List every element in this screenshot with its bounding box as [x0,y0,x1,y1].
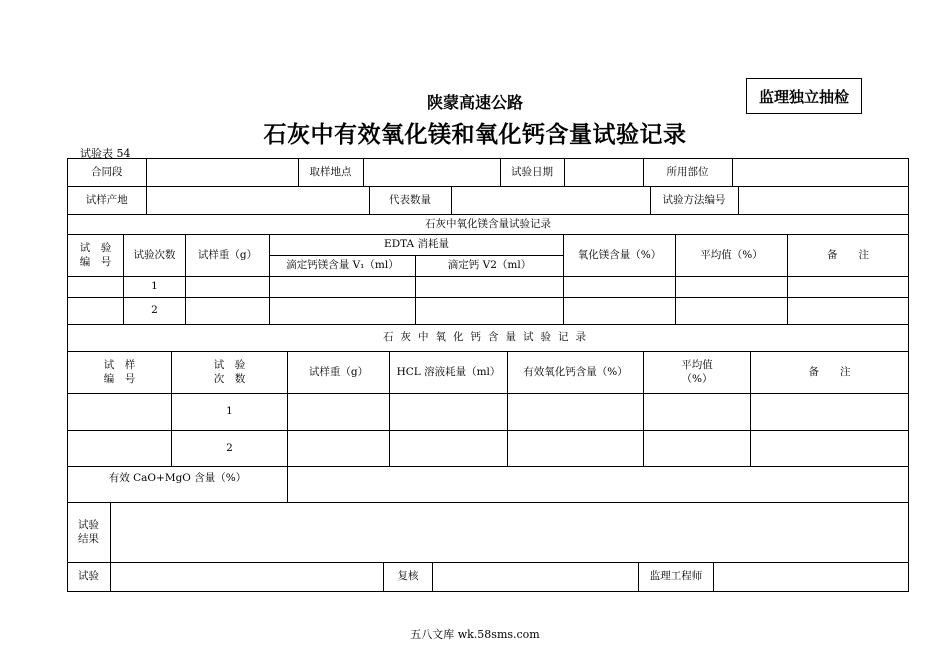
cao-header-weight: 试样重（g） [288,352,390,394]
reviewer-label: 复核 [384,563,433,592]
total-content-label: 有效 CaO+MgO 含量（%） [68,467,288,503]
test-date-value[interactable] [564,159,643,186]
department-label: 所用部位 [643,159,732,186]
cao-weight-cell[interactable] [288,394,390,431]
mgo-v1-cell[interactable] [270,277,416,298]
mgo-row [68,277,909,298]
sampling-site-label: 取样地点 [298,159,363,186]
mgo-note-cell[interactable] [788,298,909,325]
result-label-line2: 结果 [78,532,99,545]
info-row-2 [68,187,909,214]
cao-row [68,394,909,431]
mgo-average-cell[interactable] [676,277,788,298]
method-no-label: 试验方法编号 [650,187,738,214]
test-date-label: 试验日期 [500,159,564,186]
cao-hcl-cell[interactable] [390,394,508,431]
cao-row [68,431,909,467]
cao-hcl-cell[interactable] [390,431,508,467]
cao-header-sample-no-line2: 编 号 [103,372,136,385]
cao-header-average-line2: （%） [681,372,713,385]
mgo-header-sample-no [68,235,124,277]
origin-label: 试样产地 [68,187,146,214]
mgo-table [67,158,909,325]
result-table [67,502,909,592]
quantity-label: 代表数量 [369,187,451,214]
mgo-header-times: 试验次数 [124,235,186,277]
cao-section-title: 石灰中氧化钙含量试验记录 [68,325,909,352]
cao-header-sample-no-line1: 试 样 [103,359,136,372]
footer-watermark: 五八文库 wk.58sms.com [410,628,540,641]
cao-header-times [172,352,288,394]
tester-label: 试验 [68,563,111,592]
mgo-section-title: 石灰中氧化镁含量试验记录 [68,215,909,235]
cao-note-cell[interactable] [751,431,909,467]
supervisor-signature[interactable] [714,563,909,592]
cao-header-average-line1: 平均值 [681,359,713,372]
mgo-header-weight: 试样重（g） [186,235,270,277]
cao-header-times-line1: 试 验 [213,359,246,372]
cao-sample-no-cell[interactable] [68,394,172,431]
cao-header-sample-no [68,352,172,394]
mgo-header-average: 平均值（%） [676,235,788,277]
mgo-times-cell: 2 [124,298,186,325]
mgo-weight-cell[interactable] [186,277,270,298]
mgo-sample-no-cell[interactable] [68,277,124,298]
mgo-average-cell[interactable] [676,298,788,325]
total-content-value[interactable] [288,467,909,503]
reviewer-signature[interactable] [433,563,639,592]
cao-table [67,324,909,503]
cao-times-cell: 1 [172,394,288,431]
mgo-weight-cell[interactable] [186,298,270,325]
result-label-line1: 试验 [78,519,99,532]
method-no-value[interactable] [738,187,909,214]
document-title: 石灰中有效氧化镁和氧化钙含量试验记录 [263,122,687,148]
mgo-header-content: 氧化镁含量（%） [564,235,676,277]
mgo-header-sample-no-line1: 试 验 [79,242,112,255]
cao-average-cell[interactable] [644,394,751,431]
sampling-site-value[interactable] [363,159,500,186]
mgo-header-v2: 滴定钙 V2（ml） [416,256,564,277]
mgo-row [68,298,909,325]
mgo-header-note: 备 注 [788,235,909,277]
mgo-header-edta: EDTA 消耗量 [270,235,564,256]
contract-value[interactable] [146,159,298,186]
mgo-v2-cell[interactable] [416,298,564,325]
cao-weight-cell[interactable] [288,431,390,467]
result-value[interactable] [111,503,909,563]
mgo-header-sample-no-line2: 编 号 [79,255,112,268]
cao-header-times-line2: 次 数 [213,372,246,385]
contract-label: 合同段 [68,159,146,186]
cao-header-note: 备 注 [751,352,909,394]
mgo-content-cell[interactable] [564,277,676,298]
cao-header-hcl: HCL 溶液耗量（ml） [390,352,508,394]
form-number: 试验表 54 [80,147,131,160]
tester-signature[interactable] [111,563,384,592]
cao-content-cell[interactable] [508,394,644,431]
mgo-sample-no-cell[interactable] [68,298,124,325]
cao-average-cell[interactable] [644,431,751,467]
inspection-stamp: 监理独立抽检 [746,78,862,114]
quantity-value[interactable] [451,187,650,214]
department-value[interactable] [732,159,909,186]
cao-times-cell: 2 [172,431,288,467]
mgo-note-cell[interactable] [788,277,909,298]
mgo-times-cell: 1 [124,277,186,298]
mgo-content-cell[interactable] [564,298,676,325]
mgo-v1-cell[interactable] [270,298,416,325]
cao-content-cell[interactable] [508,431,644,467]
supervisor-label: 监理工程师 [639,563,714,592]
result-label [68,503,111,563]
info-row-1 [68,159,909,186]
cao-sample-no-cell[interactable] [68,431,172,467]
mgo-header-v1: 滴定钙镁含量 V₁（ml） [270,256,416,277]
origin-value[interactable] [146,187,369,214]
cao-note-cell[interactable] [751,394,909,431]
mgo-v2-cell[interactable] [416,277,564,298]
organization-name: 陕蒙高速公路 [426,93,523,112]
cao-header-content: 有效氧化钙含量（%） [508,352,644,394]
cao-header-average [644,352,751,394]
